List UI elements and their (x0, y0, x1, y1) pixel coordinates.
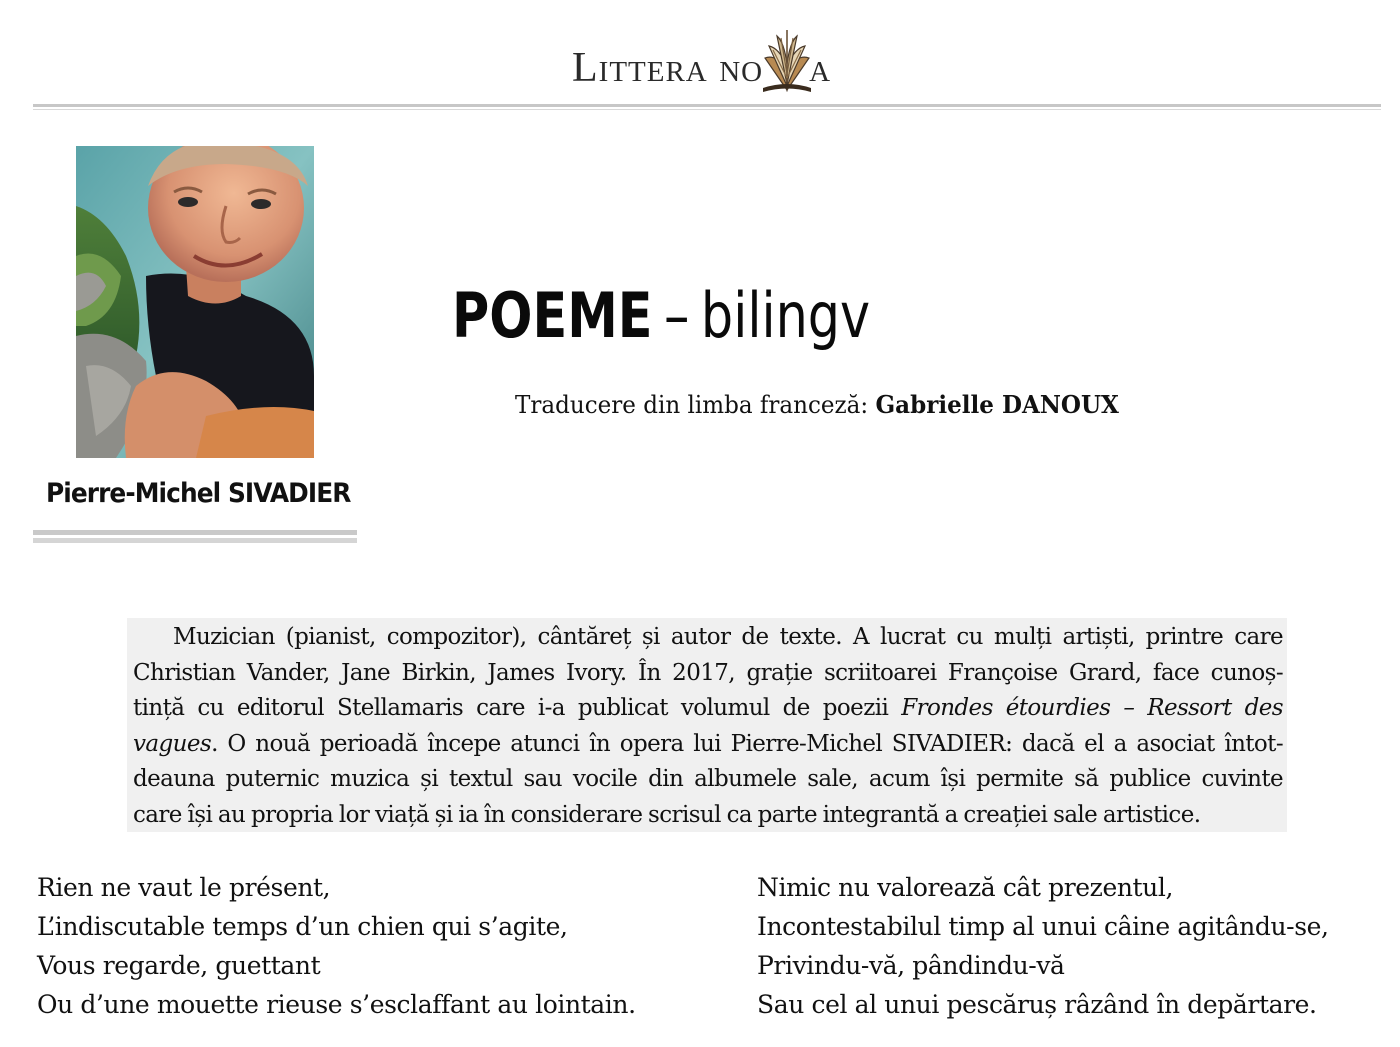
bio-line: vagues. O nouă perioadă începe atunci în opera lui Pierre-Michel SIVADIER: dacă el a asociat întot- (133, 730, 1283, 757)
title-main: POEME (452, 279, 653, 352)
logo-text-left: Littera no (572, 45, 764, 91)
translation-label: Traducere din limba franceză: (515, 391, 876, 419)
masthead (0, 8, 1400, 92)
poem-verse: Rien ne vaut le présent, (37, 873, 331, 902)
poem-verse: Ou d’une mouette rieuse s’esclaffant au lointain. (37, 990, 636, 1019)
poem-verse: Sau cel al unui pescăruș râzând în depărtare. (757, 990, 1317, 1019)
publication-logo (572, 30, 831, 90)
header-divider (33, 104, 1381, 107)
title-subtitle: bilingv (700, 279, 871, 352)
logo-text-right: a (809, 45, 832, 91)
book-title-italic: Frondes étourdies – Ressort des (901, 695, 1283, 721)
bio-line: tință cu editorul Stellamaris care i-a publicat volumul de poezii Frondes étourdies – Ressort des (133, 695, 1283, 721)
poem-verse: Incontestabilul timp al unui câine agitându-se, (757, 912, 1329, 941)
bio-line: care își au propria lor viață și ia în considerare scrisul ca parte integrantă a creației sale artistice. (133, 801, 1201, 828)
title-separator: – (664, 279, 690, 352)
bio-line: Muzician (pianist, compozitor), cântăreț și autor de texte. A lucrat cu mulți artiști, printre care (173, 624, 1283, 650)
bio-line: deauna puternic muzica și textul sau vocile din albumele sale, acum își permite să publice cuvinte (133, 766, 1283, 792)
poem-romanian-column (757, 868, 1329, 1024)
poem-verse: L’indiscutable temps d’un chien qui s’agite, (37, 912, 568, 941)
poem-french-column (37, 868, 636, 1024)
poem-verse: Vous regarde, guettant (37, 951, 321, 980)
poem-verse: Privindu-vă, pândindu-vă (757, 951, 1065, 980)
translator-name: Gabrielle DANOUX (875, 390, 1119, 419)
bio-line: Christian Vander, Jane Birkin, James Ivory. În 2017, grație scriitoarei Françoise Grard, face cunoș- (133, 659, 1283, 686)
author-bio (127, 618, 1287, 832)
poem-verse: Nimic nu valorează cât prezentul, (757, 873, 1174, 902)
author-name: Pierre-Michel SIVADIER (45, 478, 351, 509)
author-portrait-image (76, 146, 314, 458)
open-book-icon (759, 28, 815, 96)
author-photo (76, 146, 314, 458)
page-title (452, 276, 870, 356)
book-title-italic: vagues (133, 730, 212, 757)
translation-credit (515, 388, 1119, 422)
author-divider (33, 530, 357, 535)
